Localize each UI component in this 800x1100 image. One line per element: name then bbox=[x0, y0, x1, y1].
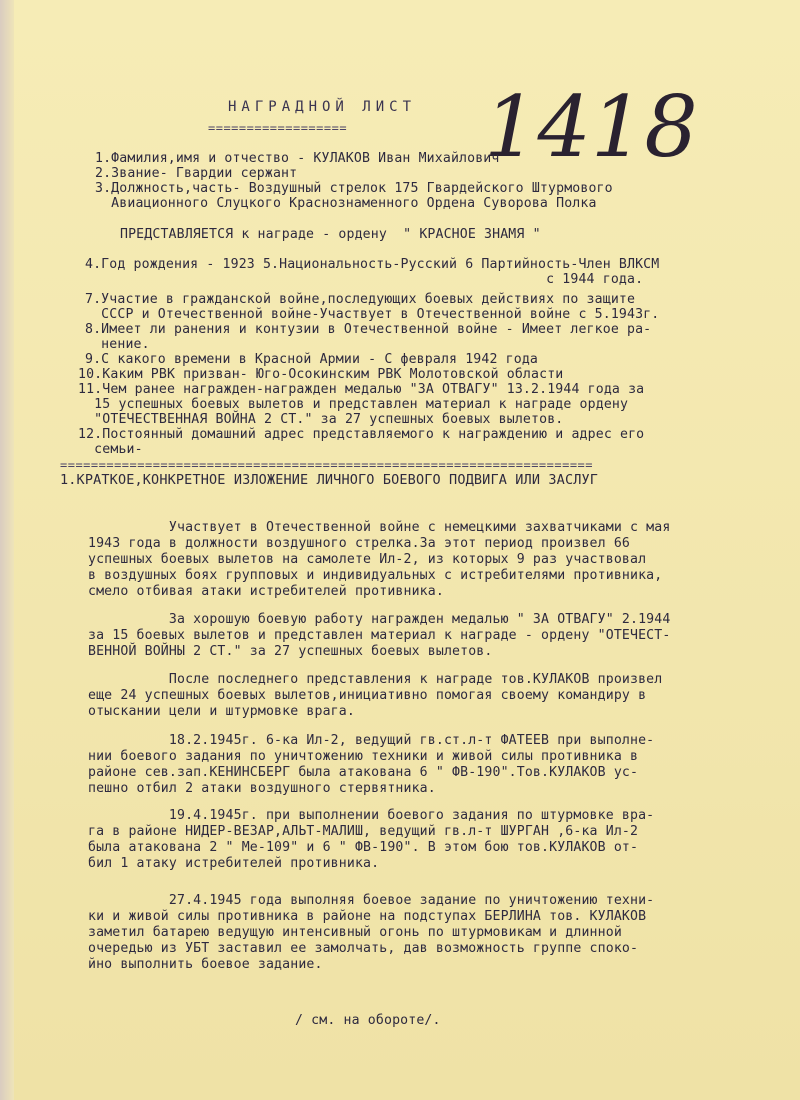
body-line: смело отбивая атаки истребителей противника. bbox=[88, 584, 444, 599]
body-line: очередью из УБТ заставил ее замолчать, дав возможность группе споко- bbox=[88, 941, 639, 956]
info-line: 9.С какого времени в Красной Армии - С февраля 1942 года bbox=[85, 352, 539, 367]
info-line: 7.Участие в гражданской войне,последующих боевых действиях по защите bbox=[85, 292, 636, 307]
section-rule: ===================================================================== bbox=[60, 458, 593, 472]
handwritten-number-text: 1418 bbox=[484, 78, 698, 176]
title-underline: ================== bbox=[208, 121, 348, 135]
info-line: нение. bbox=[85, 337, 150, 352]
paper-edge bbox=[0, 0, 14, 1100]
body-line: 1943 года в должности воздушного стрелка.За этот период произвел 66 bbox=[88, 536, 630, 551]
body-line: ки и живой силы противника в районе на подступах БЕРЛИНА тов. КУЛАКОВ bbox=[88, 909, 647, 924]
body-line: га в районе НИДЕР-ВЕЗАР,АЛЬТ-МАЛИШ, ведущий гв.л-т ШУРГАН ,6-ка Ил-2 bbox=[88, 824, 639, 839]
body-line: за 15 боевых вылетов и представлен материал к награде - ордену "ОТЕЧЕСТ- bbox=[88, 628, 671, 643]
body-line: йно выполнить боевое задание. bbox=[88, 957, 323, 972]
body-line: отыскании цели и штурмовке врага. bbox=[88, 704, 355, 719]
body-line: еще 24 успешных боевых вылетов,инициативно помогая своему командиру в bbox=[88, 688, 647, 703]
body-line: заметил батарею ведущую интенсивный огонь по штурмовикам и длинной bbox=[88, 925, 622, 940]
section-heading: 1.КРАТКОЕ,КОНКРЕТНОЕ ИЗЛОЖЕНИЕ ЛИЧНОГО БОЕВОГО ПОДВИГА ИЛИ ЗАСЛУГ bbox=[60, 472, 599, 488]
info-line: 11.Чем ранее награжден-награжден медалью "ЗА ОТВАГУ" 13.2.1944 года за bbox=[78, 382, 645, 397]
body-line: После последнего представления к награде тов.КУЛАКОВ произвел bbox=[88, 672, 663, 687]
info-line: семьи- bbox=[78, 442, 143, 457]
info-line: 15 успешных боевых вылетов и представлен материал к награде ордену bbox=[78, 397, 629, 412]
handwritten-number bbox=[482, 78, 698, 178]
body-line: бил 1 атаку истребителей противника. bbox=[88, 856, 380, 871]
body-line: нии боевого задания по уничтожению техники и живой силы противника в bbox=[88, 749, 639, 764]
info-line: 4.Год рождения - 1923 5.Национальность-Русский 6 Партийность-Член ВЛКСМ bbox=[85, 257, 660, 272]
header-line-unit: Авиационного Слуцкого Краснознаменного Ордена Суворова Полка bbox=[95, 196, 597, 211]
body-line: пешно отбил 2 атаки воздушного стервятника. bbox=[88, 781, 436, 796]
document-title: НАГРАДНОЙ ЛИСТ bbox=[228, 99, 417, 115]
info-line: 8.Имеет ли ранения и контузии в Отечественной войне - Имеет легкое ра- bbox=[85, 322, 652, 337]
info-line: 12.Постоянный домашний адрес представляемого к награждению и адрес его bbox=[78, 427, 645, 442]
body-line: ВЕННОЙ ВОЙНЫ 2 СТ." за 27 успешных боевых вылетов. bbox=[88, 644, 493, 659]
info-line: "ОТЕЧЕСТВЕННАЯ ВОЙНА 2 СТ." за 27 успешных боевых вылетов. bbox=[78, 412, 564, 427]
body-line: 18.2.1945г. 6-ка Ил-2, ведущий гв.ст.л-т ФАТЕЕВ при выполне- bbox=[88, 733, 655, 748]
body-line: была атакована 2 " Ме-109" и 6 " ФВ-190". В этом бою тов.КУЛАКОВ от- bbox=[88, 840, 639, 855]
footer-see-reverse: / см. на обороте/. bbox=[295, 1013, 441, 1028]
info-line: с 1944 года. bbox=[85, 272, 644, 287]
header-line-rank: 2.Звание- Гвардии сержант bbox=[95, 166, 298, 181]
header-line-name: 1.Фамилия,имя и отчество - КУЛАКОВ Иван Михайлович bbox=[95, 151, 500, 166]
body-line: За хорошую боевую работу награжден медалью " ЗА ОТВАГУ" 2.1944 bbox=[88, 612, 671, 627]
info-line: СССР и Отечественной войне-Участвует в Отечественной войне с 5.1943г. bbox=[85, 307, 660, 322]
header-line-position: 3.Должность,часть- Воздушный стрелок 175 Гвардейского Штурмового bbox=[95, 181, 613, 196]
body-line: 27.4.1945 года выполняя боевое задание по уничтожению техни- bbox=[88, 893, 655, 908]
body-line: в воздушных боях групповых и индивидуальных с истребителями противника, bbox=[88, 568, 663, 583]
info-line: 10.Каким РВК призван- Юго-Осокинским РВК Молотовской области bbox=[78, 367, 564, 382]
body-line: 19.4.1945г. при выполнении боевого задания по штурмовке вра- bbox=[88, 808, 655, 823]
award-presented-line: ПРЕДСТАВЛЯЕТСЯ к награде - ордену " КРАСНОЕ ЗНАМЯ " bbox=[120, 227, 541, 242]
body-line: успешных боевых вылетов на самолете Ил-2, из которых 9 раз участвовал bbox=[88, 552, 647, 567]
body-line: Участвует в Отечественной войне с немецкими захватчиками с мая bbox=[88, 520, 671, 535]
body-line: районе сев.зап.КЕНИНСБЕРГ была атакована 6 " ФВ-190".Тов.КУЛАКОВ ус- bbox=[88, 765, 639, 780]
